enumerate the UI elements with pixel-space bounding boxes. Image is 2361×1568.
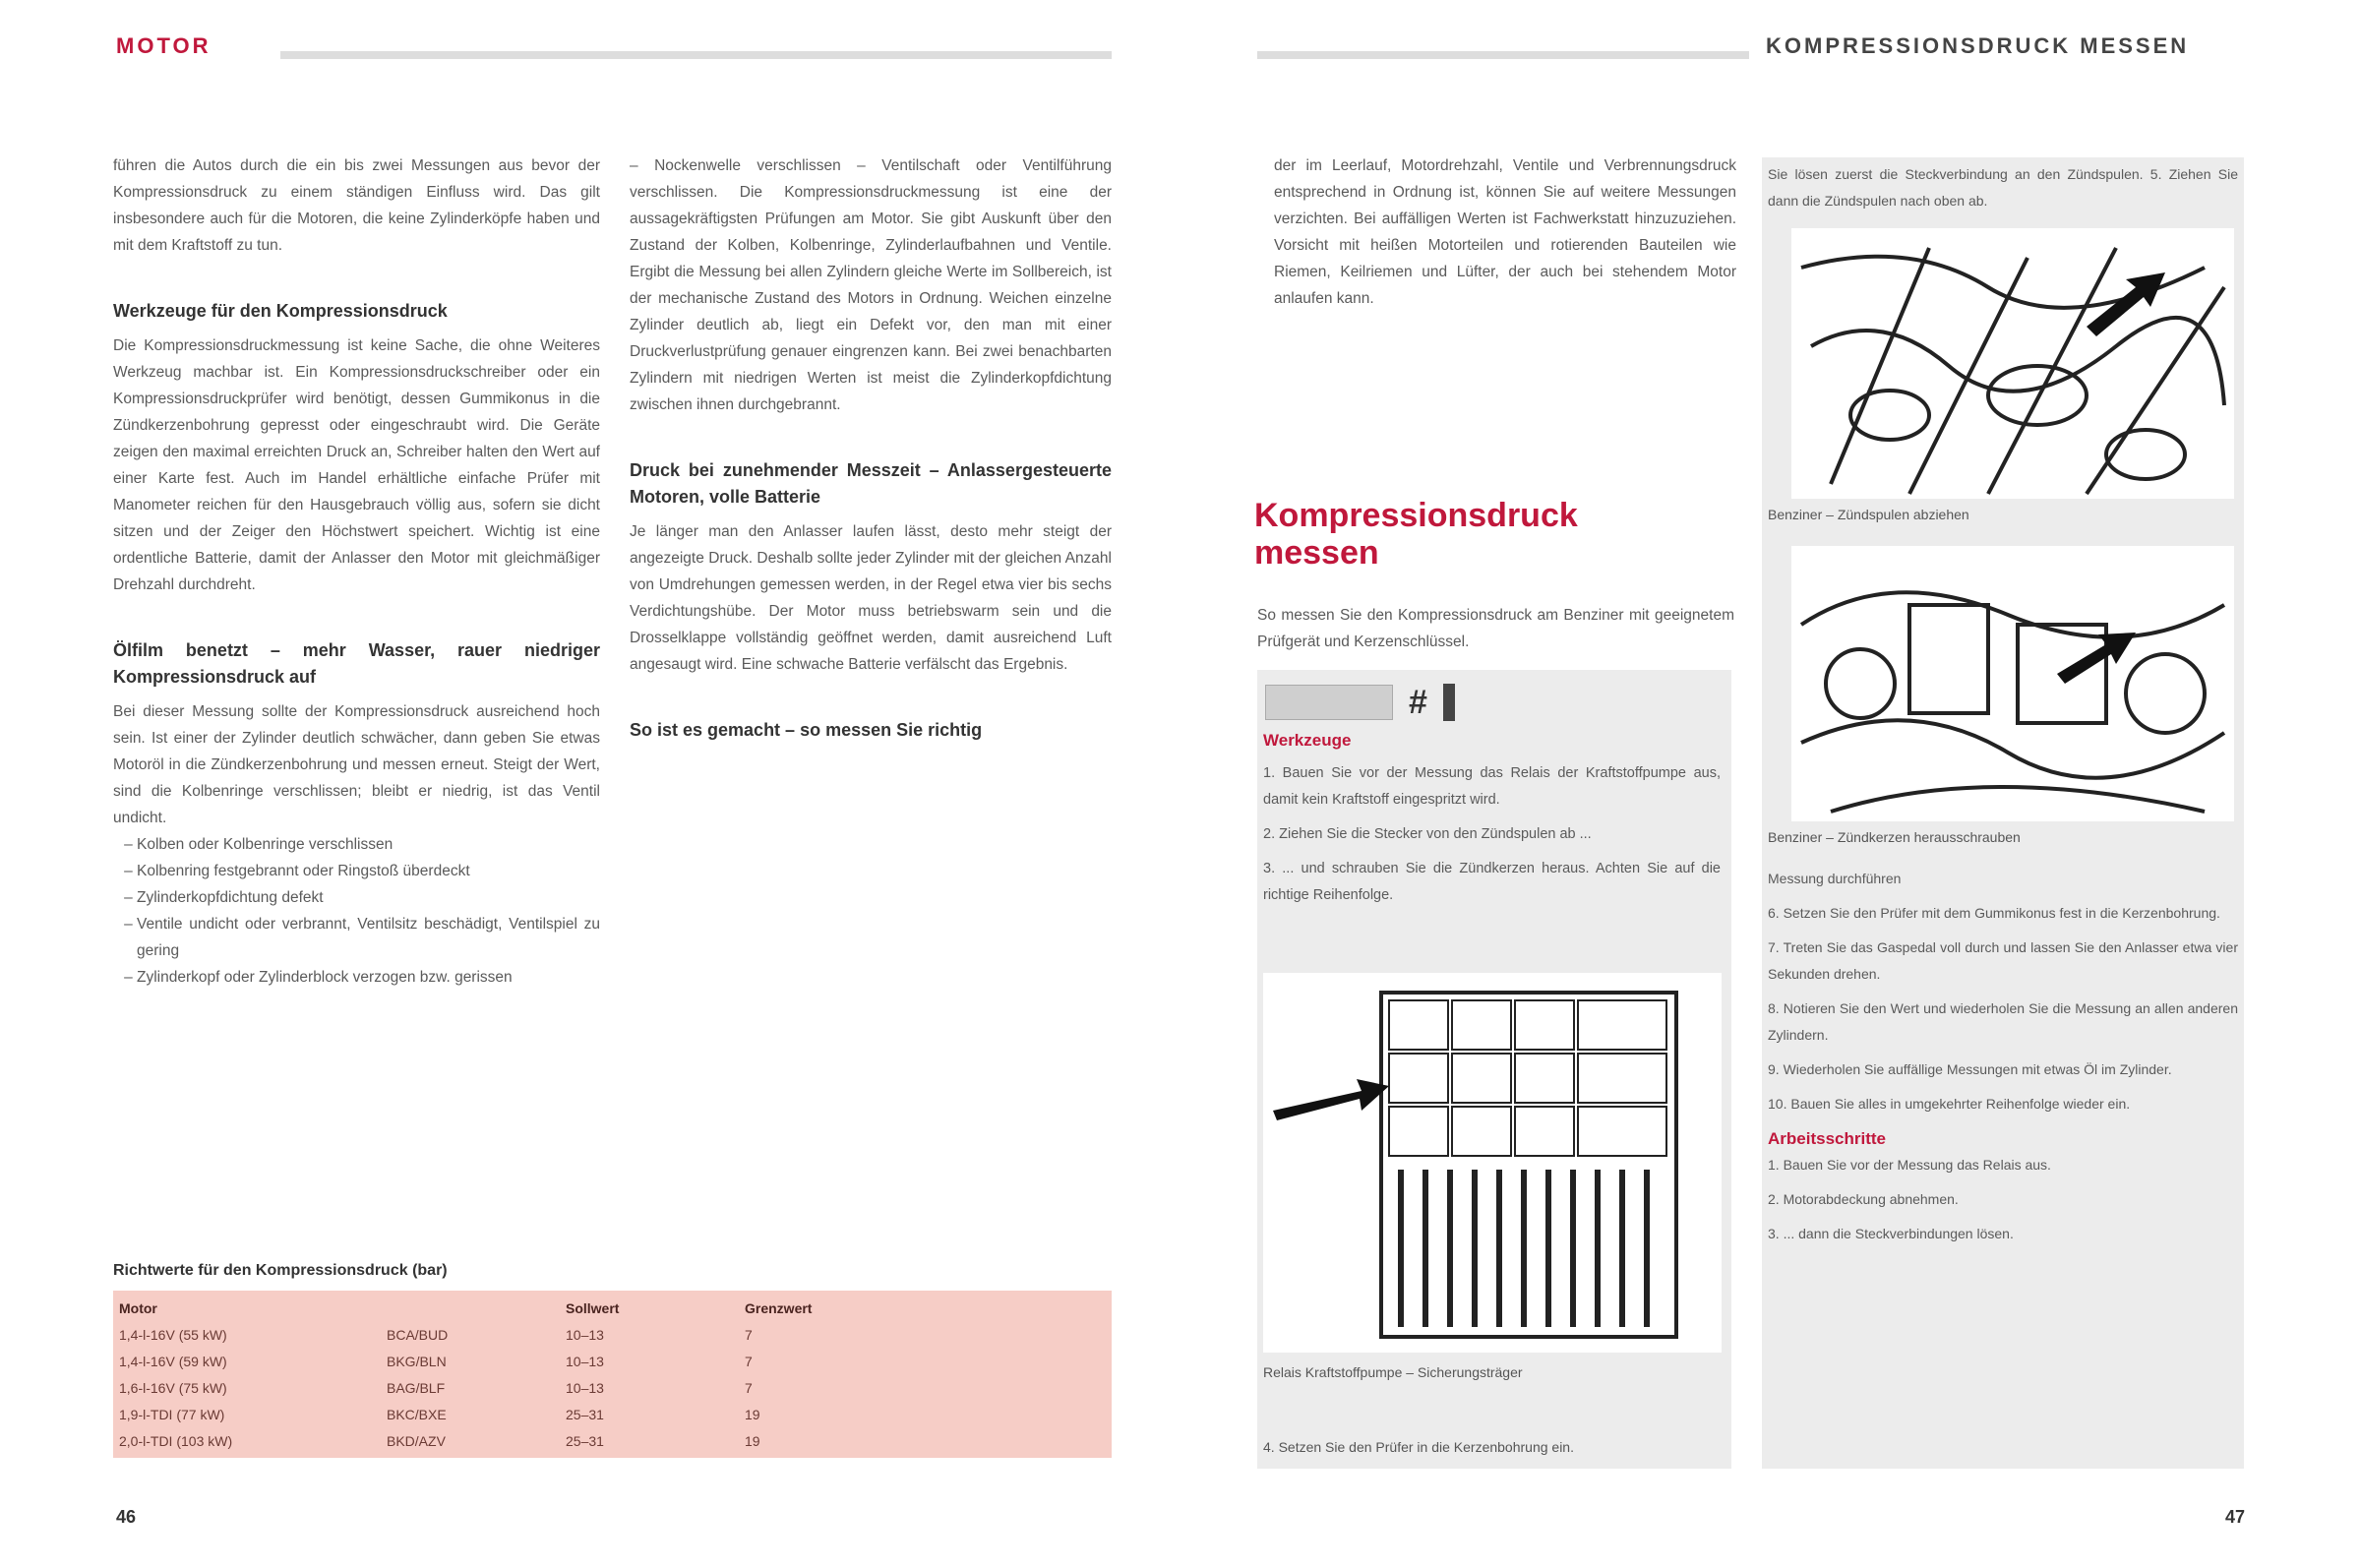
- list-item: – Kolben oder Kolbenringe verschlissen: [137, 831, 600, 858]
- left-column-1: [113, 152, 600, 991]
- list-item: – Zylinderkopf oder Zylinderblock verzogen bzw. gerissen: [137, 964, 600, 991]
- table-title: Richtwerte für den Kompressionsdruck (bar): [113, 1262, 448, 1279]
- figure-caption: Relais Kraftstoffpumpe – Sicherungsträger: [1263, 1364, 1523, 1380]
- compression-table: [113, 1291, 1112, 1458]
- column-header: [381, 1295, 560, 1321]
- cell: 2,0-l-TDI (103 kW): [119, 1432, 233, 1449]
- column-header: Sollwert: [566, 1299, 620, 1316]
- table-row: [113, 1321, 1112, 1348]
- cell: 7: [745, 1353, 753, 1369]
- step: 7. Treten Sie das Gaspedal voll durch und lassen Sie den Anlasser etwa vier Sekunden drehen.: [1768, 939, 2238, 982]
- section-heading: So ist es gemacht – so messen Sie richtig: [630, 720, 983, 740]
- header-rule: [280, 51, 1112, 59]
- cell: BAG/BLF: [387, 1379, 446, 1396]
- cell: BKD/AZV: [387, 1432, 446, 1449]
- section-heading: Werkzeuge für den Kompressionsdruck: [113, 301, 448, 321]
- tools-label: Werkzeuge: [1263, 731, 1352, 750]
- step: 1. Bauen Sie vor der Messung das Relais der Kraftstoffpumpe aus, damit kein Kraftstoff eingespritzt wird.: [1263, 765, 1721, 808]
- header-rule: [1257, 51, 1749, 59]
- cell: BCA/BUD: [387, 1326, 449, 1343]
- steps: [1263, 760, 1721, 909]
- cell: 25–31: [566, 1406, 604, 1422]
- lead-paragraph: So messen Sie den Kompressionsdruck am Benziner mit geeignetem Prüfgerät und Kerzenschlüssel.: [1257, 607, 1734, 650]
- steps: [1768, 866, 2238, 1247]
- step: 10. Bauen Sie alles in umgekehrter Reihenfolge wieder ein.: [1768, 1096, 2131, 1112]
- pliers-icon: #: [1409, 684, 1427, 721]
- engine-photo-spark-plugs: [1791, 546, 2234, 821]
- table-row: [113, 1427, 1112, 1454]
- cell: 10–13: [566, 1379, 604, 1396]
- step: 4. Setzen Sie den Prüfer in die Kerzenbohrung ein.: [1263, 1439, 1574, 1455]
- subtitle: Messung durchführen: [1768, 871, 1902, 886]
- list-item: – Zylinderkopfdichtung defekt: [137, 884, 600, 911]
- table-row: [113, 1401, 1112, 1427]
- cell: 10–13: [566, 1326, 604, 1343]
- steps-box: [1762, 157, 2244, 1469]
- step: 2. Motorabdeckung abnehmen.: [1768, 1191, 1959, 1207]
- table-row: [113, 1374, 1112, 1401]
- list-item: – Kolbenring festgebrannt oder Ringstoß überdeckt: [137, 858, 600, 884]
- step: 1. Bauen Sie vor der Messung das Relais aus.: [1768, 1157, 2051, 1173]
- procedure-box: [1257, 670, 1731, 1469]
- cell: 7: [745, 1379, 753, 1396]
- left-column-2: [630, 152, 1112, 744]
- column-header: Motor: [119, 1299, 157, 1316]
- list-item: – Ventile undicht oder verbrannt, Ventilsitz beschädigt, Ventilspiel zu gering: [137, 911, 600, 964]
- red-label: Arbeitsschritte: [1768, 1129, 1886, 1148]
- cell: 1,9-l-TDI (77 kW): [119, 1406, 225, 1422]
- step: 6. Setzen Sie den Prüfer mit dem Gummikonus fest in die Kerzenbohrung.: [1768, 905, 2220, 921]
- cell: 25–31: [566, 1432, 604, 1449]
- column-header: Grenzwert: [745, 1299, 813, 1316]
- section-heading: Druck bei zunehmender Messzeit – Anlassergesteuerte Motoren, volle Batterie: [630, 460, 1112, 507]
- step: 8. Notieren Sie den Wert und wiederholen Sie die Messung an allen anderen Zylindern.: [1768, 1000, 2238, 1043]
- cell: 7: [745, 1326, 753, 1343]
- step: 9. Wiederholen Sie auffällige Messungen mit etwas Öl im Zylinder.: [1768, 1061, 2172, 1077]
- paragraph: Die Kompressionsdruckmessung ist keine Sache, die ohne Weiteres Werkzeug machbar ist. Ein Kompressionsdruckschreiber oder ein Kompressionsdruckprüfer wird benötigt, dessen Gummikonus in die Zündkerzenbohrung gepresst oder eingeschraubt wird. Die Geräte zeigen den maximal erreichten Druck an, Schreiber halten den Wert auf einer Karte fest. Auch im Handel erhältliche einfache Prüfer mit Manometer reichen für den Hausgebrauch völlig aus, sofern sie dicht sitzen und der Zeiger den Höchstwert speichert. Wichtig ist eine ordentliche Batterie, damit der Anlasser den Motor mit gleichmäßiger Drehzahl durchdreht.: [113, 337, 600, 593]
- section-title: Kompressionsdruck messen: [1254, 497, 1578, 572]
- cell: BKG/BLN: [387, 1353, 447, 1369]
- intro: Sie lösen zuerst die Steckverbindung an den Zündspulen. 5. Ziehen Sie dann die Zündspulen nach oben ab.: [1768, 166, 2238, 209]
- cell: 19: [745, 1432, 760, 1449]
- right-column-1: [1274, 152, 1736, 312]
- tool-icons: [1265, 684, 1455, 721]
- spark-plug-wrench-icon: [1265, 685, 1393, 720]
- page-number-left: 46: [116, 1507, 137, 1527]
- cause-list: [113, 831, 600, 991]
- figure-caption: Benziner – Zündspulen abziehen: [1768, 507, 1969, 522]
- intro-paragraph: führen die Autos durch die ein bis zwei Messungen aus bevor der Kompressionsdruck zu einem ständigen Einfluss wird. Das gilt insbesondere auch für die Motoren, die keine Zylinderköpfe haben und mit dem Kraftstoff zu tun.: [113, 157, 600, 254]
- compression-tester-icon: [1443, 684, 1455, 721]
- cell: 1,6-l-16V (75 kW): [119, 1379, 227, 1396]
- cell: 1,4-l-16V (55 kW): [119, 1326, 227, 1343]
- step: 3. ... dann die Steckverbindungen lösen.: [1768, 1226, 2014, 1241]
- cell: 10–13: [566, 1353, 604, 1369]
- paragraph: – Nockenwelle verschlissen – Ventilschaft oder Ventilführung verschlissen. Die Kompressionsdruckmessung ist eine der aussagekräftigsten Prüfungen am Motor. Sie gibt Auskunft über den Zustand der Kolben, Kolbenringe, Zylinderlaufbahnen und Ventile. Ergibt die Messung bei allen Zylindern gleiche Werte im Sollbereich, ist der mechanische Zustand des Motors in Ordnung. Weichen einzelne Zylinder deutlich ab, liegt ein Defekt vor, den man mit einer Druckverlustprüfung genauer eingrenzen kann. Bei zwei benachbarten Zylindern mit niedrigen Werten ist meist die Zylinderkopfdichtung zwischen ihnen durchgebrannt.: [630, 157, 1112, 413]
- paragraph: Je länger man den Anlasser laufen lässt, desto mehr steigt der angezeigte Druck. Deshalb sollte jeder Zylinder mit der gleichen Anzahl von Umdrehungen gemessen werden, in der Regel etwa vier bis sechs Verdichtungshübe. Der Motor muss betriebswarm sein und die Drosselklappe vollständig geöffnet werden, damit ausreichend Luft angesaugt wird. Eine schwache Batterie verfälscht das Ergebnis.: [630, 523, 1112, 673]
- table-row: [113, 1348, 1112, 1374]
- fuse-box-diagram: [1263, 973, 1722, 1353]
- engine-photo-ignition-coils: [1791, 228, 2234, 499]
- table-header-row: [113, 1295, 1112, 1321]
- section-heading: Ölfilm benetzt – mehr Wasser, rauer niedriger Kompressionsdruck auf: [113, 640, 600, 687]
- cell: 19: [745, 1406, 760, 1422]
- page-number-right: 47: [2225, 1507, 2246, 1527]
- figure-caption: Benziner – Zündkerzen herausschrauben: [1768, 829, 2021, 845]
- cell: 1,4-l-16V (59 kW): [119, 1353, 227, 1369]
- paragraph: Bei dieser Messung sollte der Kompressionsdruck ausreichend hoch sein. Ist einer der Zylinder deutlich schwächer, dann geben Sie etwas Motoröl in die Zündkerzenbohrung und messen erneut. Steigt der Wert, sind die Kolbenringe verschlissen; bleibt er niedrig, ist das Ventil undicht.: [113, 703, 600, 826]
- paragraph: der im Leerlauf, Motordrehzahl, Ventile und Verbrennungsdruck entsprechend in Ordnung ist, können Sie auf weitere Messungen verzichten. Bei auffälligen Werten ist Fachwerkstatt hinzuzuziehen. Vorsicht mit heißen Motorteilen und rotierenden Bauteilen wie Riemen, Keilriemen und Lüfter, der auch bei stehendem Motor anlaufen kann.: [1274, 157, 1736, 307]
- cell: BKC/BXE: [387, 1406, 447, 1422]
- running-head-left: MOTOR: [116, 33, 212, 58]
- running-head-right: KOMPRESSIONSDRUCK MESSEN: [1766, 33, 2190, 58]
- step: 3. ... und schrauben Sie die Zündkerzen heraus. Achten Sie auf die richtige Reihenfolge.: [1263, 861, 1721, 903]
- step: 2. Ziehen Sie die Stecker von den Zündspulen ab ...: [1263, 826, 1592, 842]
